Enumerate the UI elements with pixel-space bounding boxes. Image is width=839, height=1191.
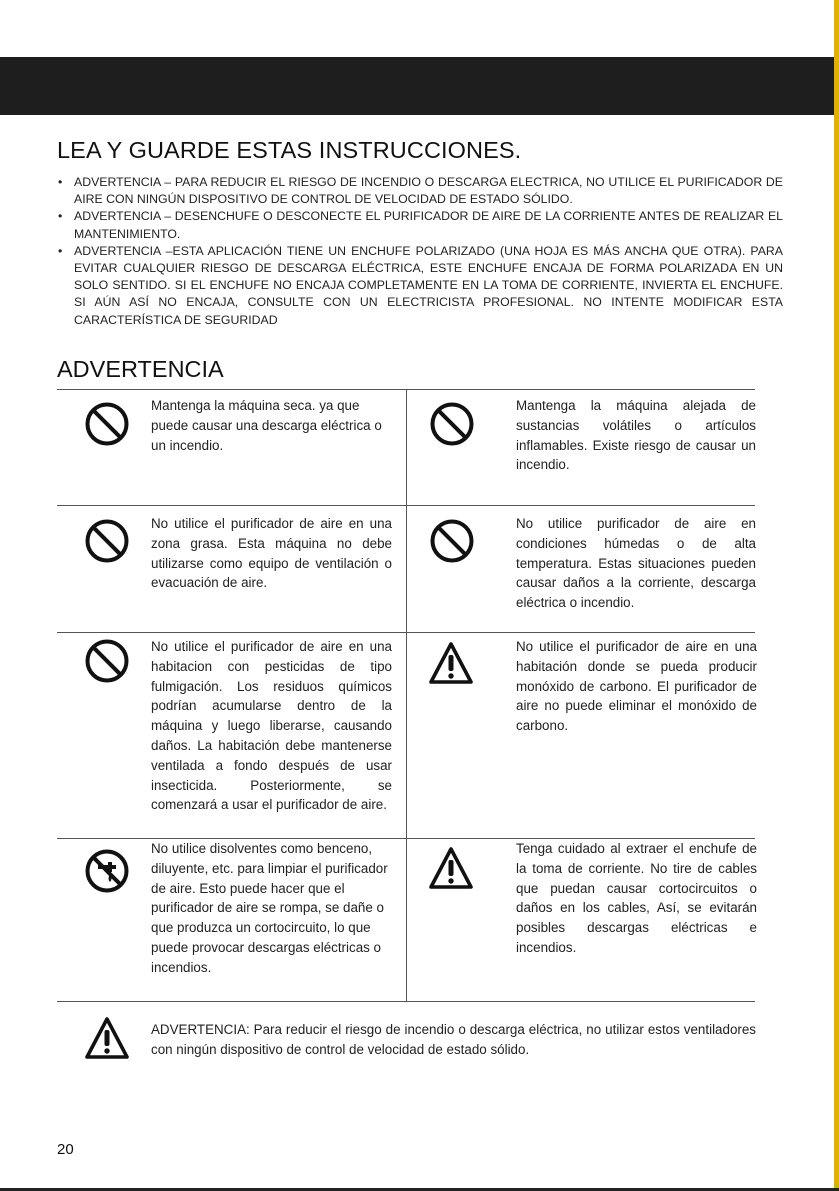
cell-text: No utilice purificador de aire en condiciones húmedas o de alta temperatura. Estas situaciones pueden causar daños a la corriente, descarga eléctrica o incendio. [516,516,756,611]
no-solvent-icon [84,848,130,894]
warning-heading: ADVERTENCIA [57,356,224,382]
prohibited-icon [84,638,130,684]
prohibited-icon [429,401,475,447]
warning-bullet-list [57,174,783,329]
header-bar [0,57,834,115]
warning-triangle-icon [428,845,474,891]
cell-text: Mantenga la máquina alejada de sustancias volátiles o artículos inflamables. Existe riesgo de causar un incendio. [516,398,756,473]
cell-text: No utilice disolventes como benceno, diluyente, etc. para limpiar el purificador de aire. Esto puede hacer que el purificador de aire se rompa, se dañe o que produzca un cortocircuito, lo que puede provocar descargas eléctricas o incendios. [151,841,388,975]
warning-triangle-icon [84,1015,130,1061]
cell-text: No utilice el purificador de aire en una zona grasa. Esta máquina no debe utilizarse como equipo de ventilación o evacuación de aire. [151,516,392,591]
cell-text: No utilice el purificador de aire en una habitacion con pesticidas de tipo fulmigación. Los residuos químicos podrían acumularse dentro de la máquina y luego liberarse, causando daños. La habitación debe mantenerse ventilada a fondo después de usar insecticida. Posteriormente, se comenzará a usar el purificador de aire. [151,639,392,813]
page-edge-stripe [834,0,839,1191]
instructions-heading: LEA Y GUARDE ESTAS INSTRUCCIONES. [57,137,522,163]
cell-text: No utilice el purificador de aire en una habitación donde se pueda producir monóxido de carbono. El purificador de aire no puede eliminar el monóxido de carbono. [516,639,757,734]
prohibited-icon [84,401,130,447]
cell-text: Mantenga la máquina seca. ya que puede causar una descarga eléctrica o un incendio. [151,398,382,453]
bullet-item: • ADVERTENCIA – PARA REDUCIR EL RIESGO DE INCENDIO O DESCARGA ELECTRICA, NO UTILICE EL PURIFICADOR DE AIRE CON NINGÚN DISPOSITIVO DE CONTROL DE VELOCIDAD DE ESTADO SÓLIDO. [58,175,783,207]
footer-warning-text: ADVERTENCIA: Para reducir el riesgo de incendio o descarga eléctrica, no utilizar estos ventiladores con ningún dispositivo de control de velocidad de estado sólido. [151,1022,756,1057]
prohibited-icon [429,518,475,564]
prohibited-icon [84,518,130,564]
bullet-item: • ADVERTENCIA – DESENCHUFE O DESCONECTE EL PURIFICADOR DE AIRE DE LA CORRIENTE ANTES DE REALIZAR EL MANTENIMIENTO. [58,209,783,241]
cell-text: Tenga cuidado al extraer el enchufe de la toma de corriente. No tire de cables que puedan causar cortocircuitos o daños en los cables, Así, se evitarán posibles descargas eléctricas e incendios. [516,841,757,955]
table-bottom-rule [57,1001,755,1002]
page-number: 20 [57,1141,74,1158]
table-column-divider [406,389,407,1001]
bullet-item: • ADVERTENCIA –ESTA APLICACIÓN TIENE UN ENCHUFE POLARIZADO (UNA HOJA ES MÁS ANCHA QUE OTRA). PARA EVITAR CUALQUIER RIESGO DE DESCARGA ELÉCTRICA, ESTE ENCHUFE ENCAJA DE FORMA POLARIZADA EN UN SOLO SENTIDO. SI EL ENCHUFE NO ENCAJA COMPLETAMENTE EN LA TOMA DE CORRIENTE, INVIERTA EL ENCHUFE. SI AÚN ASÍ NO ENCAJA, CONSULTE CON UN ELECTRICISTA PROFESIONAL. NO INTENTE MODIFICAR ESTA CARACTERÍSTICA DE SEGURIDAD [58,243,783,327]
warning-triangle-icon [428,640,474,686]
